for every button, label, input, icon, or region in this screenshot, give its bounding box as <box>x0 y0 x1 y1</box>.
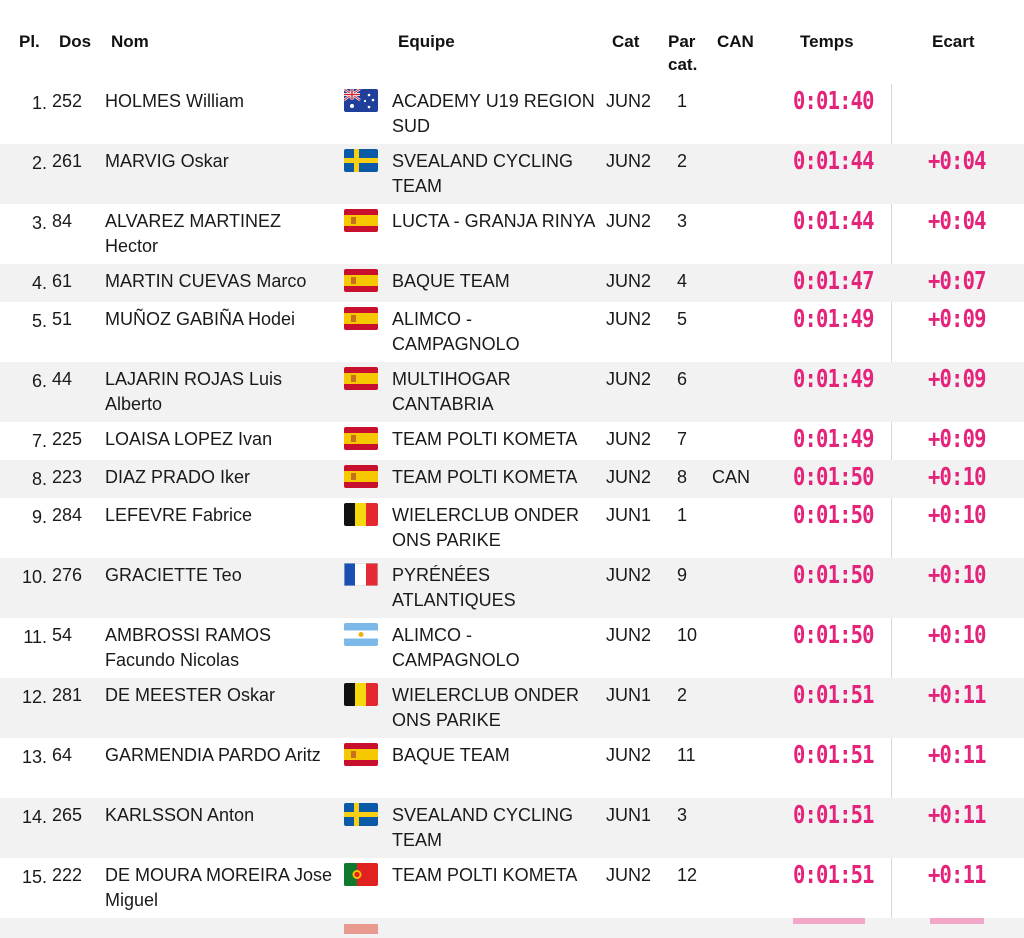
spain-flag-icon <box>344 924 378 934</box>
col-header-place: Pl. <box>19 32 40 51</box>
table-row[interactable] <box>0 302 1024 362</box>
team-name[interactable]: SVEALAND CYCLING TEAM <box>392 151 574 196</box>
category-rank: 4 <box>677 271 688 291</box>
spain-flag-icon <box>344 465 378 488</box>
table-row[interactable] <box>0 204 1024 264</box>
finish-time: 0:01:50 <box>793 500 874 529</box>
team-name[interactable]: MULTIHOGAR CANTABRIA <box>392 369 511 414</box>
bib-number: 284 <box>52 505 83 525</box>
category: JUN2 <box>606 211 652 231</box>
table-row[interactable] <box>0 84 1024 144</box>
rider-name[interactable]: MARVIG Oskar <box>105 151 229 171</box>
team-name[interactable]: WIELERCLUB ONDER ONS PARIKE <box>392 685 580 730</box>
place: 12. <box>21 687 47 707</box>
bib-number: 281 <box>52 685 83 705</box>
rider-name[interactable]: DE MOURA MOREIRA Jose Miguel <box>105 865 333 910</box>
category: JUN2 <box>606 91 652 111</box>
bib-number: 54 <box>52 625 73 645</box>
category: JUN2 <box>606 309 652 329</box>
time-gap: +0:11 <box>928 680 986 709</box>
place: 11. <box>23 627 47 647</box>
place: 1. <box>31 93 47 113</box>
col-header-bib: Dos <box>59 32 92 51</box>
category-rank: 1 <box>677 505 688 525</box>
table-row[interactable] <box>0 264 1024 302</box>
finish-time: 0:01:44 <box>793 146 874 175</box>
time-gap-cropped <box>930 918 984 924</box>
spain-flag-icon <box>344 743 378 766</box>
category: JUN1 <box>606 805 652 825</box>
category-rank: 1 <box>677 91 688 111</box>
bib-number: 223 <box>52 467 83 487</box>
table-row[interactable] <box>0 858 1024 918</box>
category: JUN2 <box>606 429 652 449</box>
col-header-category-rank-line1: Par <box>668 32 696 51</box>
category: JUN2 <box>606 625 652 645</box>
time-gap: +0:09 <box>928 424 986 453</box>
team-name[interactable]: ACADEMY U19 REGION SUD <box>392 91 595 136</box>
rider-name[interactable]: DE MEESTER Oskar <box>105 685 276 705</box>
spain-flag-icon <box>344 209 378 232</box>
bib-number: 265 <box>52 805 83 825</box>
bib-number: 44 <box>52 369 73 389</box>
bib-number: 84 <box>52 211 73 231</box>
finish-time: 0:01:51 <box>793 740 874 769</box>
place: 13. <box>21 747 47 767</box>
spain-flag-icon <box>344 269 378 292</box>
category: JUN2 <box>606 271 652 291</box>
category-rank: 11 <box>677 745 696 765</box>
col-header-gap: Ecart <box>932 32 975 51</box>
category-rank: 8 <box>677 467 688 487</box>
results-table-header <box>0 0 1024 88</box>
time-gap: +0:04 <box>928 206 986 235</box>
team-name[interactable]: LUCTA - GRANJA RINYA <box>392 211 596 231</box>
finish-time: 0:01:47 <box>793 266 874 295</box>
category: JUN2 <box>606 467 652 487</box>
sweden-flag-icon <box>344 803 378 826</box>
category: JUN2 <box>606 865 652 885</box>
finish-time-cropped <box>793 918 865 924</box>
category-rank: 10 <box>677 625 698 645</box>
category-rank: 7 <box>677 429 688 449</box>
table-row[interactable] <box>0 460 1024 498</box>
time-gap: +0:09 <box>928 304 986 333</box>
category-rank: 2 <box>677 151 688 171</box>
team-name[interactable]: ALIMCO - CAMPAGNOLO <box>392 309 520 354</box>
time-gap: +0:09 <box>928 364 986 393</box>
rider-name[interactable]: LEFEVRE Fabrice <box>105 505 253 525</box>
table-row-partial[interactable] <box>0 918 1024 938</box>
time-gap: +0:11 <box>928 740 986 769</box>
finish-time: 0:01:44 <box>793 206 874 235</box>
time-gap: +0:04 <box>928 146 986 175</box>
category-rank: 3 <box>677 211 688 231</box>
place: 2. <box>31 153 47 173</box>
category-rank: 2 <box>677 685 688 705</box>
rider-name[interactable]: ALVAREZ MARTINEZ Hector <box>105 211 282 256</box>
rider-name[interactable]: DIAZ PRADO Iker <box>105 467 251 487</box>
team-name[interactable]: WIELERCLUB ONDER ONS PARIKE <box>392 505 580 550</box>
time-gap: +0:11 <box>928 860 986 889</box>
team-name[interactable]: TEAM POLTI KOMETA <box>392 865 578 885</box>
portugal-flag-icon <box>344 863 378 886</box>
category-rank: 3 <box>677 805 688 825</box>
table-row[interactable] <box>0 422 1024 460</box>
category: JUN1 <box>606 505 652 525</box>
col-header-name: Nom <box>111 32 149 51</box>
bib-number: 252 <box>52 91 83 111</box>
category-rank: 6 <box>677 369 688 389</box>
table-row[interactable] <box>0 798 1024 858</box>
france-flag-icon <box>344 563 378 586</box>
team-name[interactable]: PYRÉNÉES ATLANTIQUES <box>392 565 516 610</box>
category: JUN2 <box>606 369 652 389</box>
table-row[interactable] <box>0 678 1024 738</box>
table-row[interactable] <box>0 738 1024 798</box>
table-row[interactable] <box>0 498 1024 558</box>
finish-time: 0:01:50 <box>793 620 874 649</box>
finish-time: 0:01:49 <box>793 364 874 393</box>
category-rank: 12 <box>677 865 698 885</box>
category: JUN2 <box>606 151 652 171</box>
rider-name[interactable]: GARMENDIA PARDO Aritz <box>105 745 321 765</box>
time-gap: +0:10 <box>928 462 986 491</box>
bib-number: 64 <box>52 745 73 765</box>
place: 15. <box>21 867 47 887</box>
bib-number: 51 <box>52 309 73 329</box>
rider-name[interactable]: LAJARIN ROJAS Luis Alberto <box>105 369 283 414</box>
category: JUN2 <box>606 565 652 585</box>
category: JUN2 <box>606 745 652 765</box>
spain-flag-icon <box>344 367 378 390</box>
col-header-team: Equipe <box>398 32 455 51</box>
rider-name[interactable]: MARTIN CUEVAS Marco <box>105 271 307 291</box>
team-name[interactable]: TEAM POLTI KOMETA <box>392 467 578 487</box>
category: JUN1 <box>606 685 652 705</box>
australia-flag-icon <box>344 89 378 112</box>
rider-name[interactable]: KARLSSON Anton <box>105 805 255 825</box>
category-rank: 5 <box>677 309 688 329</box>
rider-name[interactable]: HOLMES William <box>105 91 245 111</box>
time-gap: +0:10 <box>928 500 986 529</box>
col-header-time: Temps <box>800 32 854 51</box>
rider-name[interactable]: MUÑOZ GABIÑA Hodei <box>105 309 296 329</box>
finish-time: 0:01:49 <box>793 304 874 333</box>
place: 9. <box>31 507 47 527</box>
place: 14. <box>21 807 47 827</box>
bib-number: 61 <box>52 271 73 291</box>
place: 7. <box>31 431 47 451</box>
table-row[interactable] <box>0 144 1024 204</box>
time-gap: +0:10 <box>928 620 986 649</box>
finish-time: 0:01:50 <box>793 462 874 491</box>
sweden-flag-icon <box>344 149 378 172</box>
team-name[interactable]: SVEALAND CYCLING TEAM <box>392 805 574 850</box>
can-flag: CAN <box>712 467 751 487</box>
col-header-can: CAN <box>717 32 754 51</box>
table-row[interactable] <box>0 362 1024 422</box>
finish-time: 0:01:51 <box>793 860 874 889</box>
finish-time: 0:01:49 <box>793 424 874 453</box>
time-gap: +0:11 <box>928 800 986 829</box>
rider-name[interactable]: LOAISA LOPEZ Ivan <box>105 429 273 449</box>
place: 3. <box>31 213 47 233</box>
bib-number: 225 <box>52 429 83 449</box>
spain-flag-icon <box>344 427 378 450</box>
time-gap: +0:07 <box>928 266 986 295</box>
team-name[interactable]: TEAM POLTI KOMETA <box>392 429 578 449</box>
place: 6. <box>31 371 47 391</box>
col-header-category-rank-line2: cat. <box>668 55 698 74</box>
belgium-flag-icon <box>344 503 378 526</box>
finish-time: 0:01:51 <box>793 800 874 829</box>
bib-number: 222 <box>52 865 83 885</box>
time-gap: +0:10 <box>928 560 986 589</box>
finish-time: 0:01:40 <box>793 86 874 115</box>
belgium-flag-icon <box>344 683 378 706</box>
category-rank: 9 <box>677 565 688 585</box>
team-name[interactable]: BAQUE TEAM <box>392 271 510 291</box>
place: 5. <box>31 311 47 331</box>
bib-number: 261 <box>52 151 83 171</box>
team-name[interactable]: BAQUE TEAM <box>392 745 510 765</box>
results-table-body <box>0 84 1024 938</box>
bib-number: 276 <box>52 565 83 585</box>
argentina-flag-icon <box>344 623 378 646</box>
finish-time: 0:01:50 <box>793 560 874 589</box>
table-row[interactable] <box>0 618 1024 678</box>
finish-time: 0:01:51 <box>793 680 874 709</box>
table-row[interactable] <box>0 558 1024 618</box>
spain-flag-icon <box>344 307 378 330</box>
team-name[interactable]: ALIMCO - CAMPAGNOLO <box>392 625 520 670</box>
place: 8. <box>31 469 47 489</box>
rider-name[interactable]: AMBROSSI RAMOS Facundo Nicolas <box>105 625 272 670</box>
place: 10. <box>21 567 47 587</box>
col-header-category-rank <box>668 30 697 76</box>
col-header-category: Cat <box>612 32 640 51</box>
rider-name[interactable]: GRACIETTE Teo <box>105 565 242 585</box>
place: 4. <box>31 273 47 293</box>
